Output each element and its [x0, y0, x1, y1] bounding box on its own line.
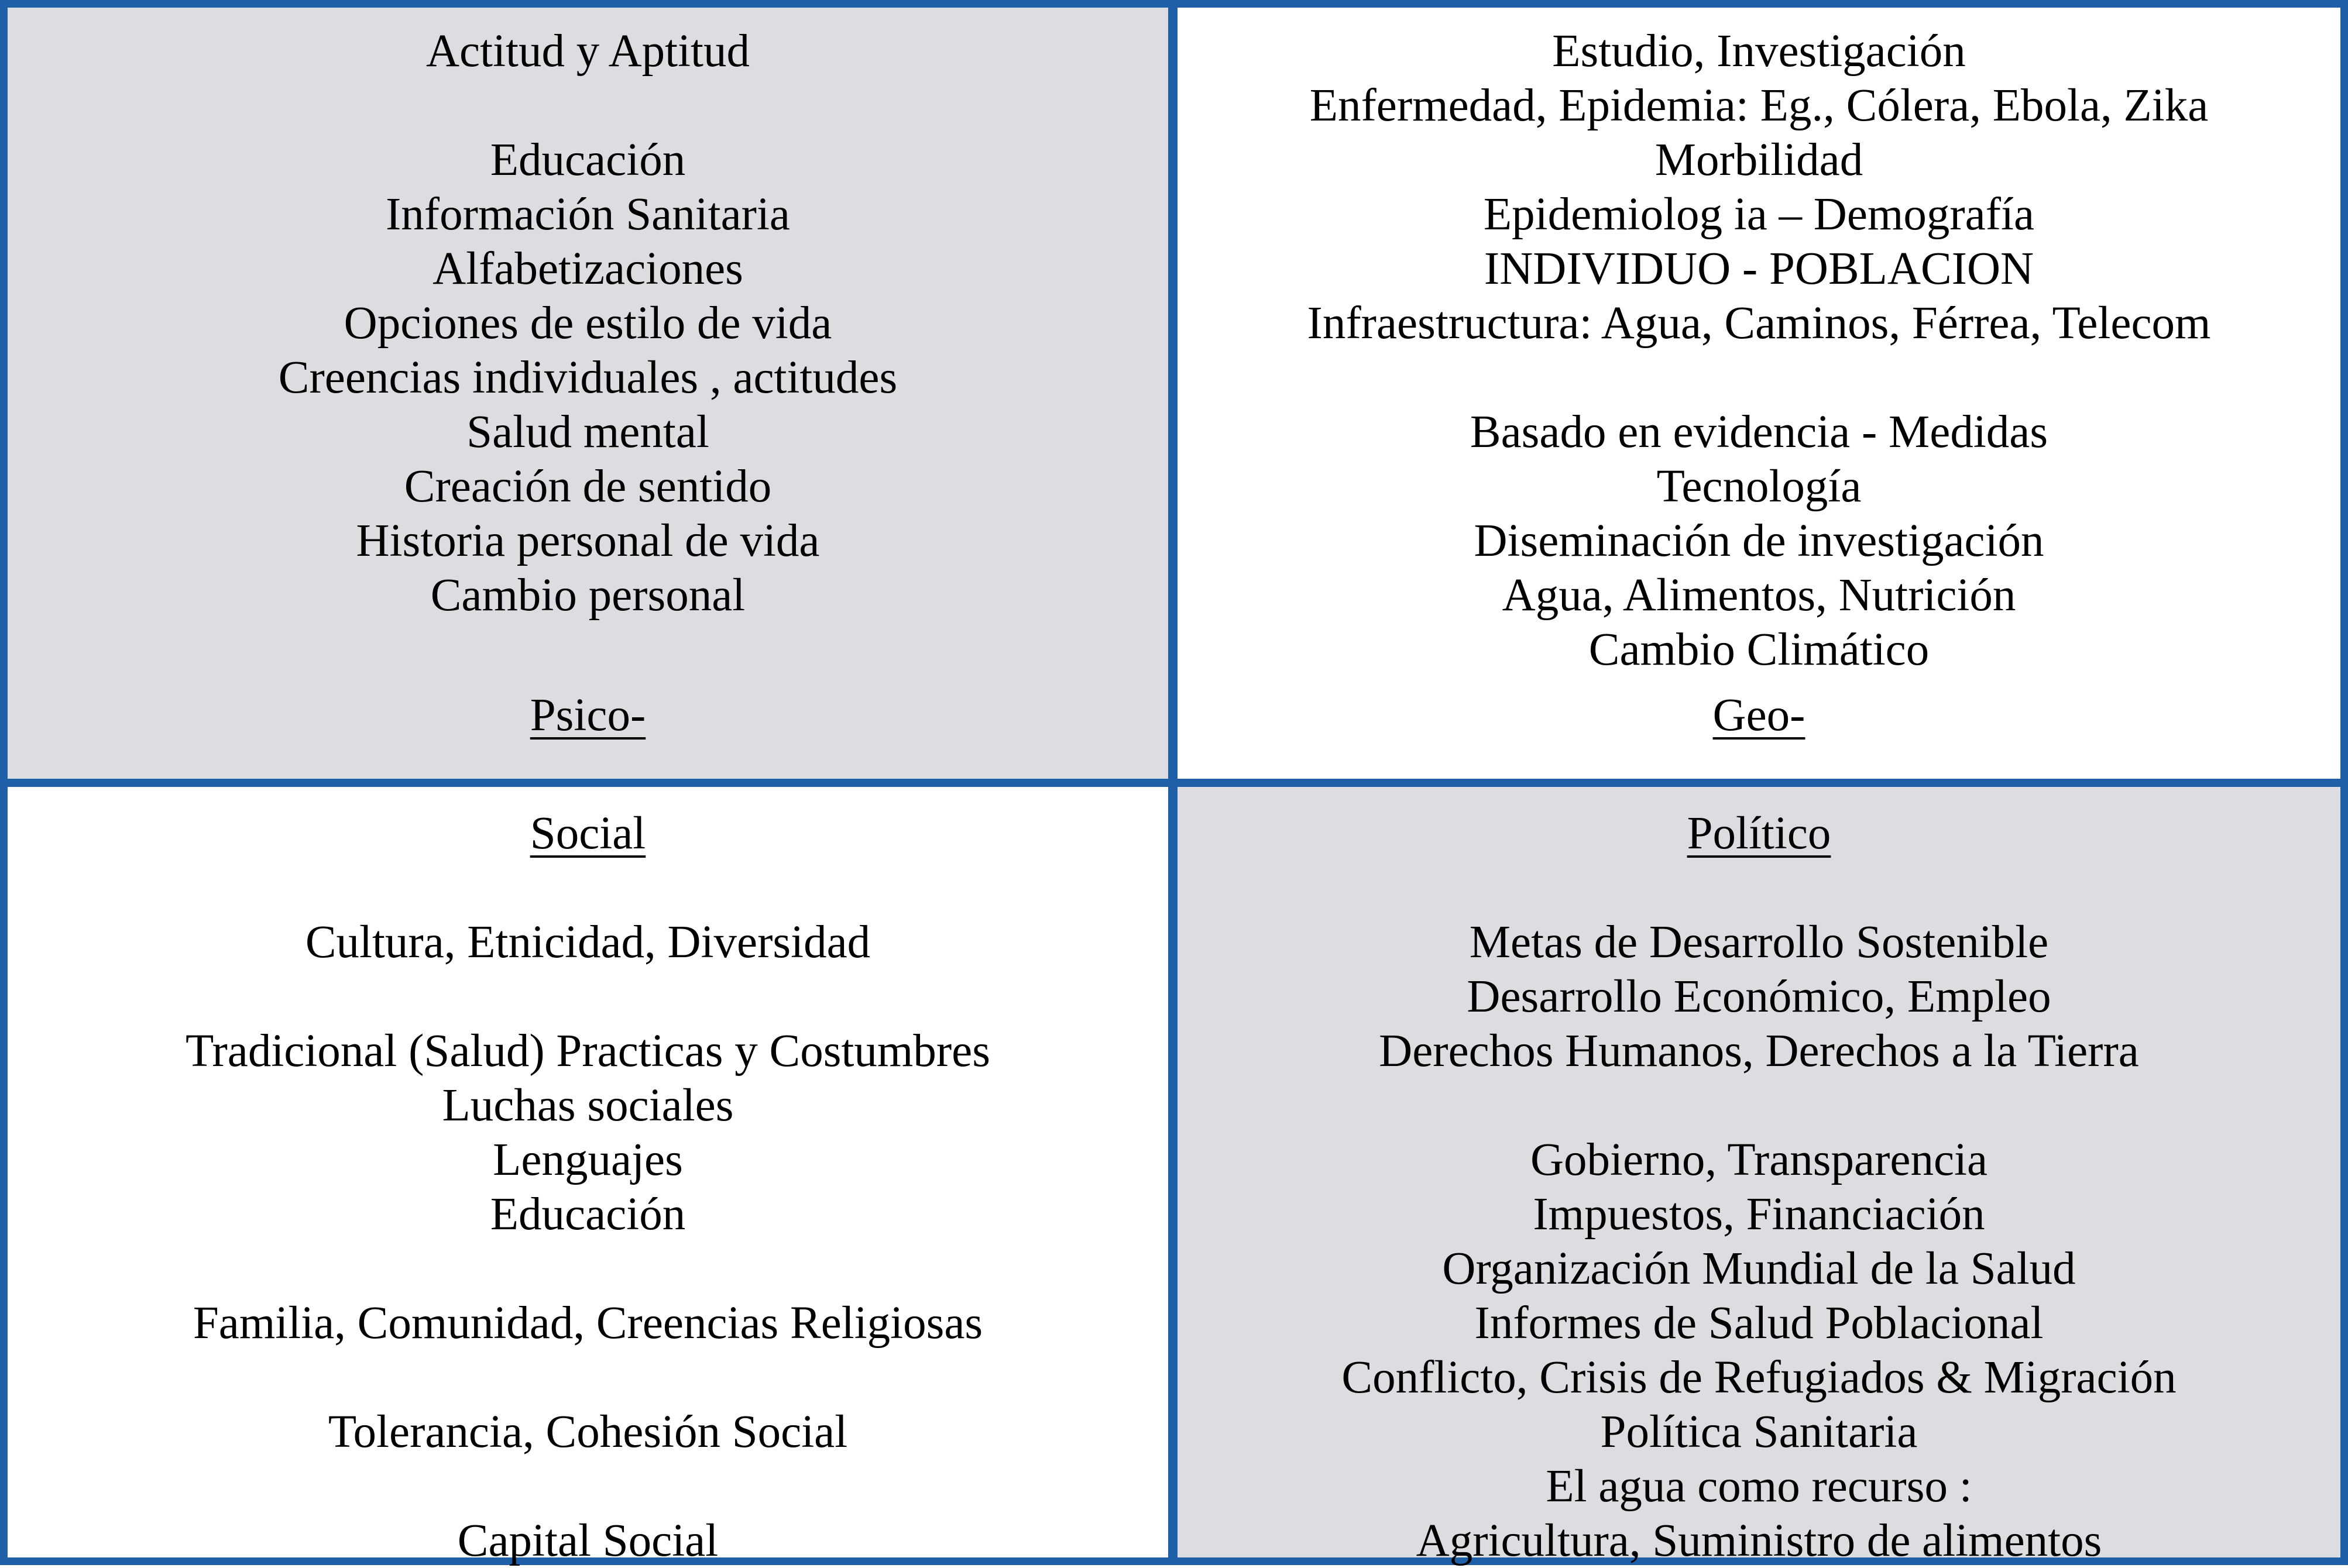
- list-item: Morbilidad: [1654, 135, 1863, 185]
- list-item: Familia, Comunidad, Creencias Religiosas: [193, 1298, 983, 1349]
- list-item: Tecnología: [1656, 461, 1862, 512]
- list-item: Salud mental: [466, 407, 709, 458]
- list-item: [1178, 1078, 2340, 1133]
- list-item: Luchas sociales: [442, 1080, 734, 1131]
- list-item: Opciones de estilo de vida: [344, 298, 832, 349]
- list-item: Capital Social: [457, 1515, 719, 1566]
- list-item: El agua como recurso :: [1546, 1461, 1972, 1512]
- list-item: Cambio personal: [430, 570, 746, 621]
- quadrant-politico-lines: [1178, 915, 2340, 1568]
- list-item: Tradicional (Salud) Practicas y Costumbres: [186, 1026, 990, 1077]
- list-item: Impuestos, Financiación: [1533, 1189, 1985, 1240]
- quadrant-geo: [1178, 8, 2340, 779]
- list-item: Agricultura, Suministro de alimentos: [1416, 1515, 2102, 1566]
- list-item: Tolerancia, Cohesión Social: [328, 1407, 848, 1457]
- social-label: Social: [530, 808, 646, 859]
- list-item: Epidemiolog ia – Demografía: [1483, 189, 2035, 240]
- list-item: [8, 78, 1168, 133]
- list-item: Lenguajes: [493, 1134, 683, 1185]
- list-item: Alfabetizaciones: [432, 243, 743, 294]
- list-item: Gobierno, Transparencia: [1530, 1134, 1988, 1185]
- quadrant-psico: [8, 8, 1168, 779]
- list-item: Informes de Salud Poblacional: [1474, 1298, 2044, 1349]
- quadrant-politico: [1178, 787, 2340, 1566]
- list-item: Basado en evidencia - Medidas: [1470, 407, 2048, 458]
- list-item: Infraestructura: Agua, Caminos, Férrea, Telecom: [1307, 298, 2211, 349]
- quadrant-social-lines: [8, 915, 1168, 1568]
- list-item: Desarrollo Económico, Empleo: [1467, 971, 2051, 1022]
- list-item: Actitud y Aptitud: [426, 26, 750, 77]
- list-item: Educación: [490, 1189, 686, 1240]
- politico-label: Político: [1687, 808, 1831, 859]
- list-item: Cambio Climático: [1588, 624, 1930, 675]
- list-item: [8, 1350, 1168, 1405]
- geo-label: Geo-: [1712, 690, 1805, 741]
- list-item: [8, 1459, 1168, 1514]
- quadrant-geo-lines: [1178, 24, 2340, 677]
- list-item: Política Sanitaria: [1600, 1407, 1918, 1457]
- list-item: Derechos Humanos, Derechos a la Tierra: [1379, 1026, 2139, 1077]
- list-item: Cultura, Etnicidad, Diversidad: [305, 917, 871, 968]
- list-item: [1178, 350, 2340, 405]
- list-item: [8, 1242, 1168, 1296]
- list-item: Agua, Alimentos, Nutrición: [1502, 570, 2016, 621]
- list-item: Diseminación de investigación: [1474, 515, 2044, 566]
- list-item: Historia personal de vida: [356, 515, 820, 566]
- list-item: [8, 969, 1168, 1024]
- list-item: Organización Mundial de la Salud: [1442, 1243, 2076, 1294]
- list-item: Conflicto, Crisis de Refugiados & Migración: [1341, 1352, 2177, 1403]
- list-item: Estudio, Investigación: [1552, 26, 1966, 77]
- psico-label: Psico-: [530, 690, 646, 741]
- list-item: Enfermedad, Epidemia: Eg., Cólera, Ebola, Zika: [1309, 80, 2209, 131]
- list-item: Creencias individuales , actitudes: [278, 352, 898, 403]
- list-item: INDIVIDUO - POBLACION: [1484, 243, 2034, 294]
- quadrant-psico-lines: [8, 24, 1168, 623]
- list-item: Creación de sentido: [404, 461, 772, 512]
- list-item: Información Sanitaria: [386, 189, 790, 240]
- list-item: Educación: [490, 135, 686, 185]
- list-item: Metas de Desarrollo Sostenible: [1469, 917, 2049, 968]
- quadrant-social: [8, 787, 1168, 1566]
